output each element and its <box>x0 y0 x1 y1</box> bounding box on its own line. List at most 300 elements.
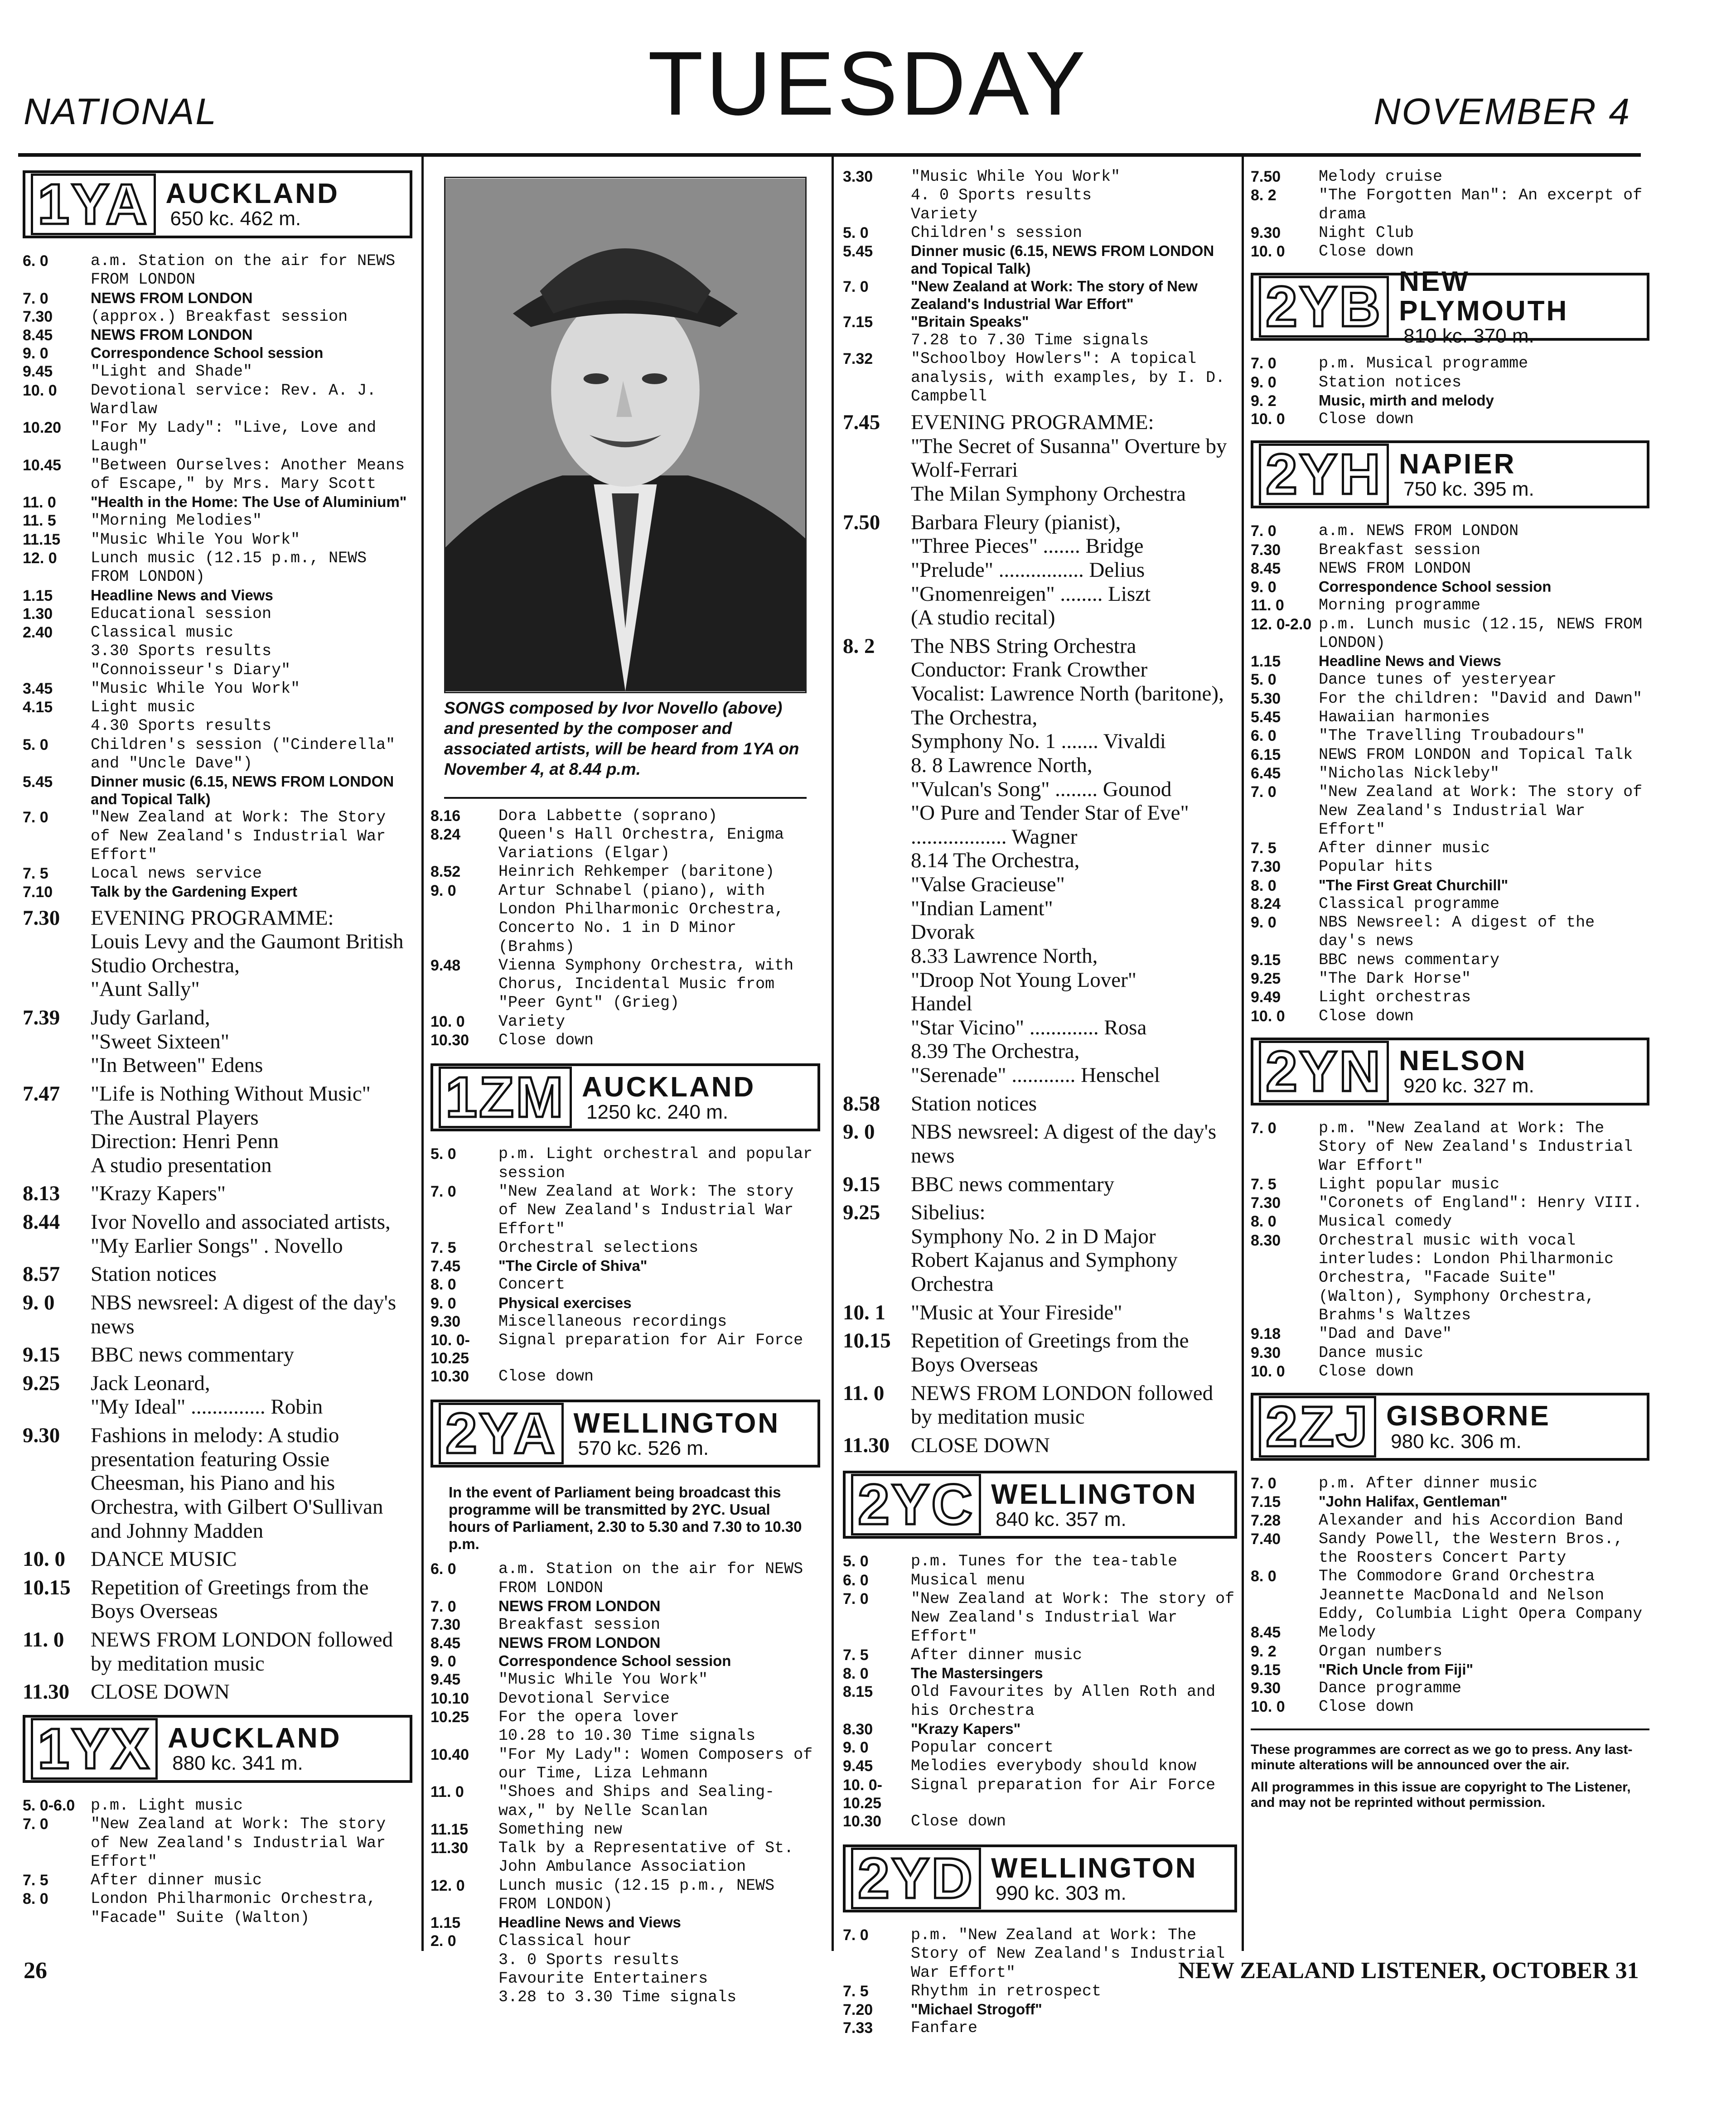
entry-text: DANCE MUSIC <box>91 1547 237 1571</box>
entry-text: NEWS FROM LONDON followed by meditation music <box>91 1628 393 1675</box>
schedule-entry <box>430 1820 820 1839</box>
schedule-entry <box>1251 951 1649 970</box>
entry-text: Night Club <box>1319 223 1414 242</box>
entry-text: NBS newsreel: A digest of the day's news <box>911 1120 1217 1168</box>
entry-text: NBS Newsreel: A digest of the day's news <box>1319 913 1595 951</box>
entry-time: 4.15 <box>23 699 53 716</box>
entry-text: Dinner music (6.15, NEWS FROM LONDON and Topical Talk) <box>911 242 1214 277</box>
column-4 <box>1251 168 1649 1957</box>
schedule-entry <box>430 1331 820 1367</box>
entry-time: 8.45 <box>1251 560 1281 578</box>
entry-text: p.m. Light orchestral and popular session <box>498 1145 813 1182</box>
entry-text: NEWS FROM LONDON and Topical Talk <box>1319 745 1633 764</box>
schedule-entry <box>430 1560 820 1598</box>
entry-time: 9.30 <box>1251 1344 1281 1361</box>
entry-text: "Connoisseur's Diary" <box>91 661 291 679</box>
entry-time: 5.45 <box>1251 709 1281 726</box>
schedule-entry <box>23 808 412 864</box>
schedule-entry <box>430 956 820 1013</box>
entry-text: p.m. After dinner music <box>1319 1474 1538 1493</box>
schedule-entry <box>843 1301 1237 1325</box>
schedule-entry <box>23 419 412 456</box>
column-2 <box>430 168 820 2007</box>
entry-time: 7.30 <box>1251 1194 1281 1212</box>
entry-text: a.m. Station on the air for NEWS FROM LONDON <box>498 1560 803 1597</box>
entry-text: "Nicholas Nickleby" <box>1319 764 1500 782</box>
entry-text: Morning programme <box>1319 596 1481 615</box>
entry-text: Sibelius: Symphony No. 2 in D Major Robert Kajanus and Symphony Orchestra <box>911 1201 1178 1296</box>
schedule-entry <box>430 1294 820 1313</box>
schedule-entry <box>23 1424 412 1543</box>
station-frequency: 840 kc. 357 m. <box>996 1508 1127 1530</box>
schedule-entry <box>23 1815 412 1871</box>
entry-time: 11.15 <box>430 1820 469 1838</box>
entry-text: "Rich Uncle from Fiji" <box>1319 1661 1474 1678</box>
schedule-entry <box>23 1576 412 1623</box>
schedule-entry <box>1251 1007 1649 1026</box>
entry-text: EVENING PROGRAMME: Louis Levy and the Gaumont British Studio Orchestra, "Aunt Sally" <box>91 906 404 1001</box>
schedule-entry <box>843 1434 1237 1458</box>
entry-time: 6. 0 <box>1251 727 1277 745</box>
entry-text: Close down <box>1319 1698 1414 1716</box>
station-frequency: 570 kc. 526 m. <box>578 1437 709 1459</box>
entry-text: BBC news commentary <box>1319 951 1500 969</box>
entry-text: a.m. Station on the air for NEWS FROM LONDON <box>91 252 396 289</box>
entry-text: Melody <box>1319 1623 1376 1642</box>
entry-text: Close down <box>498 1367 594 1386</box>
schedule-entry <box>430 1746 820 1783</box>
entry-time: 7. 0 <box>430 1598 456 1615</box>
schedule-entry <box>843 634 1237 1087</box>
schedule-entry <box>1251 877 1649 895</box>
entry-time: 8.58 <box>843 1091 880 1115</box>
entry-time: 5. 0 <box>1251 671 1277 689</box>
station-header <box>843 1844 1237 1912</box>
schedule-entry <box>23 1680 412 1704</box>
station-callsign: 2YA <box>439 1403 564 1464</box>
schedule-entry <box>23 344 412 362</box>
entry-text: Talk by the Gardening Expert <box>91 883 297 900</box>
entry-time: 9.30 <box>1251 1679 1281 1697</box>
schedule-entry <box>843 313 1237 331</box>
photo-caption: SONGS composed by Ivor Novello (above) and presented by the composer and associated artists, will be heard from 1YA on November 4, at 8.44 p.m. <box>444 699 799 779</box>
schedule-entry <box>23 1182 412 1206</box>
entry-text: Correspondence School session <box>1319 578 1552 595</box>
schedule-entry <box>843 1590 1237 1646</box>
station-city: NELSON <box>1399 1045 1527 1077</box>
entry-time: 10. 0 <box>23 1547 65 1571</box>
entry-text: Close down <box>1319 410 1414 429</box>
entry-text: "Between Ourselves: Another Means of Escape," by Mrs. Mary Scott <box>91 456 405 493</box>
schedule-entry <box>23 1628 412 1675</box>
entry-text: Close down <box>1319 1362 1414 1381</box>
entry-time: 7.30 <box>430 1616 461 1633</box>
entry-text: NEWS FROM LONDON <box>91 326 253 343</box>
schedule-entry <box>843 1381 1237 1429</box>
schedule-entry <box>843 1646 1237 1665</box>
entry-text: Miscellaneous recordings <box>498 1312 727 1331</box>
schedule-entry <box>1251 541 1649 560</box>
schedule-entry <box>23 362 412 381</box>
schedule-entry <box>430 807 820 826</box>
entry-text: Melodies everybody should know <box>911 1757 1197 1776</box>
column-3 <box>843 168 1237 2037</box>
entry-time: 10.30 <box>430 1368 469 1386</box>
schedule-entry <box>23 717 412 735</box>
entry-text: Barbara Fleury (pianist), "Three Pieces" ....... Bridge "Prelude" ................ Delius "Gnomenreigen" ........ Liszt (A studio recital) <box>911 510 1151 630</box>
entry-time: 7.47 <box>23 1081 60 1106</box>
station-frequency: 750 kc. 395 m. <box>1403 478 1534 500</box>
schedule-entry <box>1251 1119 1649 1175</box>
entry-text: NEWS FROM LONDON followed by meditation music <box>911 1381 1214 1429</box>
schedule-entry <box>843 1738 1237 1757</box>
entry-time: 8.16 <box>430 807 461 825</box>
entry-text: Concert <box>498 1275 566 1294</box>
entry-time: 9.15 <box>1251 1661 1281 1679</box>
entry-time: 7.28 <box>1251 1511 1281 1529</box>
entry-text: Educational session <box>91 604 272 623</box>
entry-time: 9. 0 <box>430 1294 456 1312</box>
station-frequency: 990 kc. 303 m. <box>996 1882 1127 1904</box>
schedule-entry <box>430 1183 820 1239</box>
station-city: NAPIER <box>1399 448 1516 480</box>
entry-time: 6. 0 <box>843 1571 869 1589</box>
schedule-entry <box>843 186 1237 205</box>
entry-text: "John Halifax, Gentleman" <box>1319 1493 1508 1510</box>
entry-time: 8. 0 <box>430 1276 456 1294</box>
schedule-entry <box>1251 1530 1649 1568</box>
entry-time: 10. 1 <box>843 1300 885 1324</box>
entry-text: Popular hits <box>1319 858 1433 876</box>
entry-time: 5.30 <box>1251 690 1281 707</box>
schedule-entry <box>1251 671 1649 689</box>
entry-time: 2.40 <box>23 624 53 641</box>
entry-time: 6.45 <box>1251 764 1281 782</box>
entry-time: 9. 2 <box>1251 392 1277 410</box>
schedule-entry <box>23 642 412 661</box>
entry-text: Favourite Entertainers <box>498 1970 708 1988</box>
entry-time: 10.25 <box>430 1709 469 1726</box>
entry-text: Lunch music (12.15 p.m., NEWS FROM LONDON) <box>91 549 367 586</box>
entry-text: BBC news commentary <box>911 1172 1115 1196</box>
entry-time: 7. 5 <box>430 1239 456 1256</box>
entry-text: p.m. "New Zealand at Work: The Story of New Zealand's Industrial War Effort" <box>1319 1119 1633 1175</box>
schedule-entry <box>843 511 1237 630</box>
entry-text: NEWS FROM LONDON <box>498 1634 661 1651</box>
entry-time: 11.30 <box>843 1433 890 1457</box>
entry-text: Signal preparation for Air Force <box>498 1331 803 1349</box>
entry-text: The NBS String Orchestra Conductor: Frank Crowther Vocalist: Lawrence North (baritone), The Orchestra, Symphony No. 1 ....... Vivaldi 8. 8 Lawrence North, "Vulcan's Song" ........ Gounod "O Pure and Tender Star of Eve" .................. Wagner 8.14 The Orchestra, "Valse Gracieuse" "Indian Lament" Dvorak 8.33 Lawrence North, "Droop Not Young Lover" Handel "Star Vicino" ............. Rosa 8.39 The Orchestra, "Serenade" ............ Henschel <box>911 634 1224 1087</box>
station-frequency: 1250 kc. 240 m. <box>586 1101 729 1123</box>
schedule-entry <box>1251 1175 1649 1194</box>
schedule-entry <box>430 1634 820 1652</box>
entry-time: 9.30 <box>430 1313 461 1330</box>
entry-text: Close down <box>498 1031 594 1050</box>
schedule-entry <box>23 1262 412 1286</box>
station-callsign: 2YD <box>851 1848 981 1909</box>
entry-time: 9.25 <box>23 1371 60 1395</box>
schedule-entry <box>1251 727 1649 745</box>
schedule-entry <box>1251 1661 1649 1679</box>
schedule-entry <box>1251 522 1649 541</box>
schedule-entry <box>430 826 820 863</box>
entry-text: EVENING PROGRAMME: "The Secret of Susanna" Overture by Wolf-Ferrari The Milan Symphony Orchestra <box>911 410 1227 506</box>
schedule-entry <box>23 773 412 808</box>
station-2yc <box>843 1471 1237 1831</box>
entry-time: 10. 0 <box>23 381 57 399</box>
entry-text: Correspondence School session <box>91 344 324 362</box>
entry-time: 10.15 <box>23 1575 71 1599</box>
entry-time: 5. 0 <box>843 224 869 241</box>
schedule-entry <box>430 1031 820 1050</box>
entry-time: 9.15 <box>23 1343 60 1367</box>
entry-time: 7.50 <box>1251 168 1281 185</box>
schedule-entry <box>1251 783 1649 839</box>
entry-time: 7.40 <box>1251 1530 1281 1548</box>
entry-text: Children's session <box>911 223 1083 242</box>
schedule-entry <box>843 1776 1237 1812</box>
entry-time: 10. 0 <box>430 1013 465 1030</box>
schedule-entry <box>843 331 1237 350</box>
schedule-entry <box>430 1727 820 1745</box>
station-header <box>1251 1038 1649 1106</box>
schedule-entry <box>843 1665 1237 1683</box>
entry-time: 5. 0-6.0 <box>23 1796 75 1814</box>
station-info <box>582 1072 755 1123</box>
column-1 <box>23 168 412 1957</box>
entry-time: 10. 0-10.25 <box>430 1331 470 1367</box>
entry-time: 7. 5 <box>23 865 48 883</box>
entry-text: Rhythm in retrospect <box>911 1982 1102 2001</box>
entry-time: 7. 0 <box>430 1183 456 1200</box>
station-info <box>166 179 339 229</box>
entry-text: "Music at Your Fireside" <box>911 1300 1122 1324</box>
entry-text: "For My Lady": "Live, Love and Laugh" <box>91 419 377 456</box>
entry-time: 11. 0 <box>23 1628 64 1652</box>
entry-time: 7.30 <box>1251 858 1281 876</box>
schedule-entry <box>23 698 412 717</box>
schedule-entry <box>23 680 412 698</box>
entry-text: Local news service <box>91 864 262 883</box>
entry-time: 11. 0 <box>430 1783 464 1801</box>
entry-text: Close down <box>911 1812 1006 1830</box>
entry-text: 3.28 to 3.30 Time signals <box>498 1988 737 2007</box>
entry-text: "Britain Speaks" <box>911 313 1029 330</box>
schedule-entry <box>1251 615 1649 653</box>
entry-text: Fanfare <box>911 2019 978 2037</box>
entry-time: 5. 0 <box>430 1145 456 1163</box>
entry-time: 10.40 <box>430 1746 469 1763</box>
entry-time: 7. 0 <box>23 809 48 826</box>
entry-time: 10.10 <box>430 1690 469 1707</box>
schedule-entry <box>1251 1567 1649 1623</box>
schedule-entry <box>1251 578 1649 596</box>
entry-time: 12. 0 <box>23 550 57 567</box>
entry-time: 6.15 <box>1251 746 1281 763</box>
schedule-entry <box>430 1367 820 1386</box>
station-city: AUCKLAND <box>165 178 339 210</box>
schedule-entry <box>1251 224 1649 242</box>
entry-text: "The Forgotten Man": An excerpt of drama <box>1319 186 1643 223</box>
entry-time: 7.15 <box>843 313 873 331</box>
entry-time: 8. 0 <box>1251 1568 1277 1585</box>
entry-time: 9.25 <box>843 1201 880 1225</box>
entry-time: 11. 0 <box>843 1381 885 1405</box>
entry-text: Popular concert <box>911 1738 1054 1757</box>
publication-footer: NEW ZEALAND LISTENER, OCTOBER 31 <box>1178 1958 1639 1984</box>
schedule-entry <box>430 1951 820 1970</box>
entry-text: Headline News and Views <box>498 1914 681 1931</box>
schedule-entry <box>430 1932 820 1951</box>
station-info <box>991 1480 1198 1530</box>
station-callsign: 2YB <box>1259 276 1389 338</box>
entry-time: 8.30 <box>1251 1231 1281 1249</box>
entry-time: 5.45 <box>23 773 53 791</box>
schedule-entry <box>430 1616 820 1634</box>
entry-text: Lunch music (12.15 p.m., NEWS FROM LONDON) <box>498 1876 775 1913</box>
schedule-entry <box>843 1757 1237 1776</box>
schedule-entry <box>23 326 412 344</box>
entry-text: Hawaiian harmonies <box>1319 708 1490 727</box>
schedule-entry <box>430 1783 820 1820</box>
schedule-entry <box>430 1313 820 1331</box>
schedule-entry <box>1251 1362 1649 1381</box>
entry-time: 9. 0 <box>430 882 456 899</box>
station-callsign: 1ZM <box>439 1067 572 1128</box>
station-city: WELLINGTON <box>991 1478 1198 1510</box>
entry-text: Headline News and Views <box>91 586 273 603</box>
entry-text: Ivor Novello and associated artists, "My Earlier Songs" . Novello <box>91 1210 391 1258</box>
schedule-entry <box>843 1329 1237 1376</box>
entry-time: 8.57 <box>23 1262 60 1286</box>
entry-time <box>23 717 91 735</box>
schedule-entry <box>1251 1474 1649 1493</box>
entry-time: 7.45 <box>430 1258 461 1275</box>
entry-time: 7. 0 <box>1251 783 1277 801</box>
schedule-entry <box>843 1173 1237 1197</box>
entry-text: Alexander and his Accordion Band <box>1319 1511 1624 1530</box>
entry-time: 6. 0 <box>23 252 48 270</box>
entry-text: "New Zealand at Work: The story of New Zealand's Industrial War Effort" <box>91 1815 386 1871</box>
entry-text: NEWS FROM LONDON <box>1319 560 1471 578</box>
entry-text: Dora Labbette (soprano) <box>498 806 718 825</box>
station-city: AUCKLAND <box>168 1723 342 1754</box>
entry-text: Fashions in melody: A studio presentation featuring Ossie Cheesman, his Piano and his Orchestra, with Gilbert O'Sullivan and Johnny Madden <box>91 1424 383 1543</box>
portrait-photo <box>444 177 807 693</box>
entry-time <box>843 331 911 350</box>
schedule-entry <box>23 531 412 549</box>
entry-text: Sandy Powell, the Western Bros., the Roosters Concert Party <box>1319 1530 1624 1567</box>
entry-text: Vienna Symphony Orchestra, with Chorus, Incidental Music from "Peer Gynt" (Grieg) <box>498 956 794 1012</box>
schedule-entry <box>843 242 1237 278</box>
entry-text: Light popular music <box>1319 1175 1500 1193</box>
entry-time <box>843 186 911 205</box>
schedule-entry <box>23 1006 412 1077</box>
schedule-entry <box>23 736 412 773</box>
entry-time: 11.15 <box>23 531 61 548</box>
entry-time: 7.50 <box>843 510 880 534</box>
entry-time <box>430 1988 498 2007</box>
entry-time: 5. 0 <box>843 1553 869 1570</box>
entry-text: Orchestral selections <box>498 1238 699 1257</box>
schedule-entry <box>843 1571 1237 1590</box>
entry-text: p.m. Lunch music (12.15, NEWS FROM LONDON) <box>1319 615 1643 652</box>
1ya-evening-programme <box>23 906 412 1704</box>
day-title: TUESDAY <box>648 33 1088 134</box>
header-rule <box>18 153 1641 157</box>
entry-time: 5.45 <box>843 243 873 261</box>
entry-time: 7.30 <box>1251 541 1281 559</box>
entry-text: Music, mirth and melody <box>1319 392 1494 409</box>
schedule-entry <box>843 224 1237 242</box>
entry-text: Jack Leonard, "My Ideal" .............. Robin <box>91 1371 323 1419</box>
schedule-entry <box>430 1145 820 1183</box>
entry-text: For the opera lover <box>498 1708 680 1727</box>
entry-time: 9.30 <box>23 1424 60 1448</box>
entry-time: 10. 0 <box>1251 1007 1285 1025</box>
schedule-entry <box>430 1970 820 1988</box>
date-label: NOVEMBER 4 <box>1373 91 1631 132</box>
station-info <box>1399 1046 1534 1096</box>
entry-time: 9. 0 <box>1251 579 1277 596</box>
schedule-entry <box>1251 988 1649 1007</box>
station-2yn <box>1251 1038 1649 1381</box>
station-frequency: 980 kc. 306 m. <box>1391 1430 1522 1453</box>
schedule-entry <box>23 1210 412 1258</box>
entry-time: 7. 5 <box>843 1983 869 2000</box>
entry-text: "The Circle of Shiva" <box>498 1257 648 1275</box>
schedule-entry <box>1251 746 1649 764</box>
entry-time: 7.10 <box>23 884 53 901</box>
schedule-entry <box>843 168 1237 186</box>
entry-text: Dance tunes of yesteryear <box>1319 671 1557 689</box>
entry-time: 2. 0 <box>430 1932 456 1950</box>
schedule-entry <box>1251 410 1649 429</box>
entry-time: 9. 0 <box>1251 373 1277 391</box>
station-1yx <box>23 1715 412 1927</box>
entry-time: 11.30 <box>23 1680 70 1704</box>
station-header <box>1251 440 1649 508</box>
entry-text: Light orchestras <box>1319 988 1471 1007</box>
entry-time: 7. 0 <box>843 278 869 296</box>
entry-time <box>23 642 91 661</box>
schedule-entry <box>1251 1194 1649 1212</box>
2ya-evening-programme <box>843 410 1237 1457</box>
entry-time: 7.45 <box>843 410 880 435</box>
station-info <box>1386 1401 1551 1452</box>
schedule-entry <box>430 1275 820 1294</box>
entry-text: "New Zealand at Work: The story of New Zealand's Industrial War Effort" <box>911 278 1198 312</box>
entry-text: "New Zealand at Work: The story of New Zealand's Industrial War Effort" <box>1319 783 1643 839</box>
schedule-entry <box>1251 1231 1649 1325</box>
entry-time: 7. 5 <box>1251 840 1277 857</box>
entry-time: 8. 0 <box>843 1665 869 1683</box>
entry-text: London Philharmonic Orchestra, "Facade" Suite (Walton) <box>91 1890 377 1927</box>
entry-text: 10.28 to 10.30 Time signals <box>498 1727 756 1745</box>
station-header <box>843 1471 1237 1539</box>
entry-time: 7. 0 <box>1251 1119 1277 1137</box>
station-header <box>430 1063 820 1131</box>
entry-text: "Light and Shade" <box>91 362 253 381</box>
entry-text: Headline News and Views <box>1319 652 1501 670</box>
schedule-entry <box>430 863 820 881</box>
entry-time: 8.44 <box>23 1210 60 1234</box>
edition-label: NATIONAL <box>24 91 218 132</box>
schedule-entry <box>1251 1679 1649 1698</box>
entry-text: "Music While You Work" <box>498 1670 708 1689</box>
caption-rule <box>444 797 807 799</box>
station-1zm <box>430 1063 820 1386</box>
